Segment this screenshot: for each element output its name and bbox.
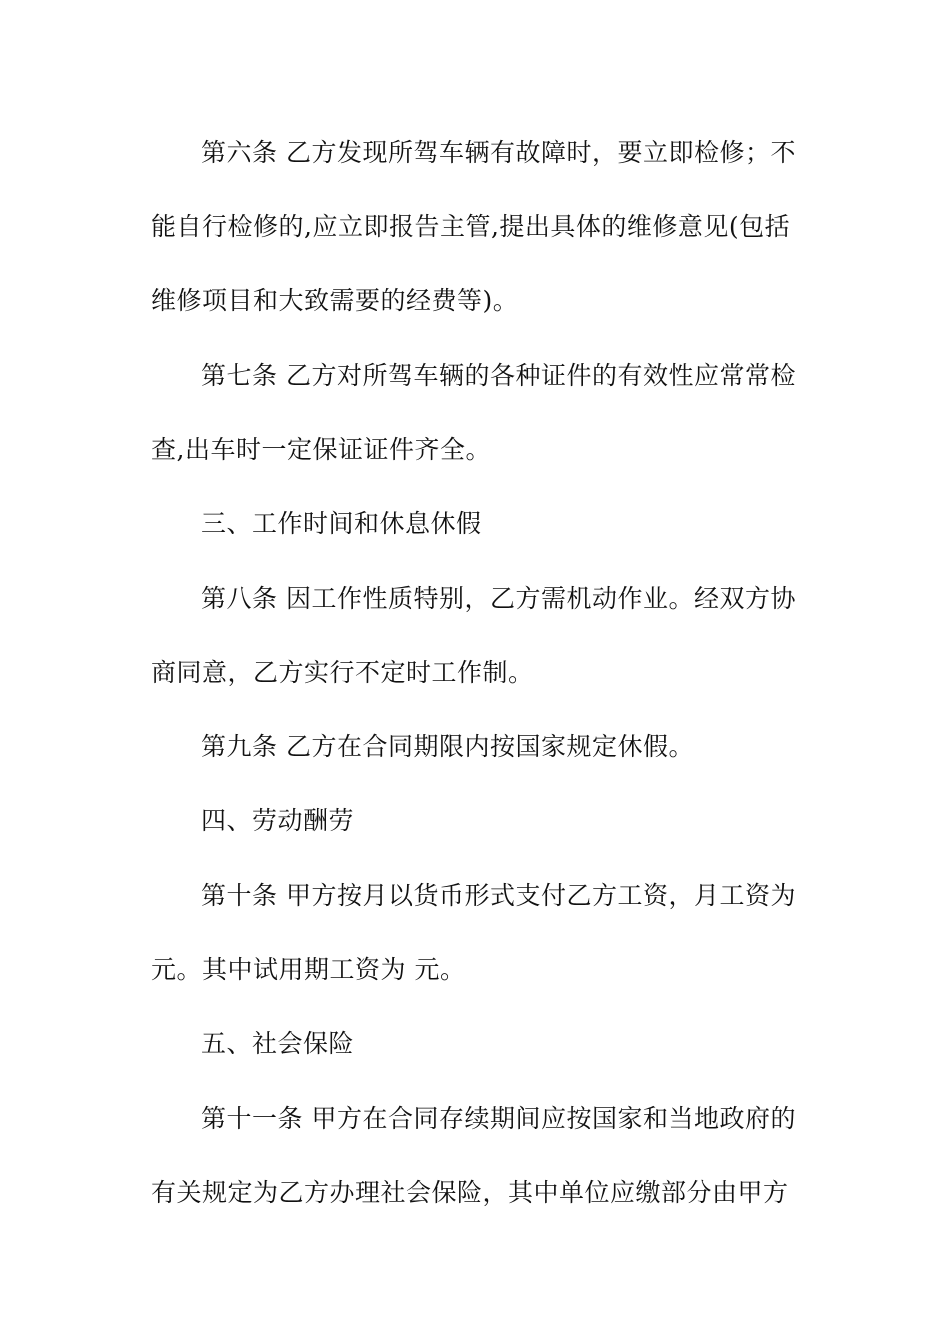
section-3-heading: 三、工作时间和休息休假 bbox=[201, 509, 482, 538]
article-7-line-2: 查,出车时一定保证证件齐全。 bbox=[151, 435, 491, 464]
article-10-line-2: 元。其中试用期工资为 元。 bbox=[151, 955, 466, 984]
article-9-line-1: 第九条 乙方在合同期限内按国家规定休假。 bbox=[201, 732, 694, 761]
article-6-line-2: 能自行检修的,应立即报告主管,提出具体的维修意见(包括 bbox=[151, 212, 791, 241]
article-6-line-1: 第六条 乙方发现所驾车辆有故障时，要立即检修；不 bbox=[201, 138, 796, 167]
article-8-line-2: 商同意，乙方实行不定时工作制。 bbox=[151, 658, 534, 687]
article-8-line-1: 第八条 因工作性质特别，乙方需机动作业。经双方协 bbox=[201, 584, 796, 613]
article-7-line-1: 第七条 乙方对所驾车辆的各种证件的有效性应常常检 bbox=[201, 361, 796, 390]
section-4-heading: 四、劳动酬劳 bbox=[201, 806, 355, 835]
article-10-line-1: 第十条 甲方按月以货币形式支付乙方工资，月工资为 bbox=[201, 881, 796, 910]
section-5-heading: 五、社会保险 bbox=[201, 1029, 355, 1058]
article-11-line-1: 第十一条 甲方在合同存续期间应按国家和当地政府的 bbox=[201, 1104, 796, 1133]
article-11-line-2: 有关规定为乙方办理社会保险，其中单位应缴部分由甲方 bbox=[151, 1178, 789, 1207]
article-6-line-3: 维修项目和大致需要的经费等)。 bbox=[151, 286, 519, 315]
